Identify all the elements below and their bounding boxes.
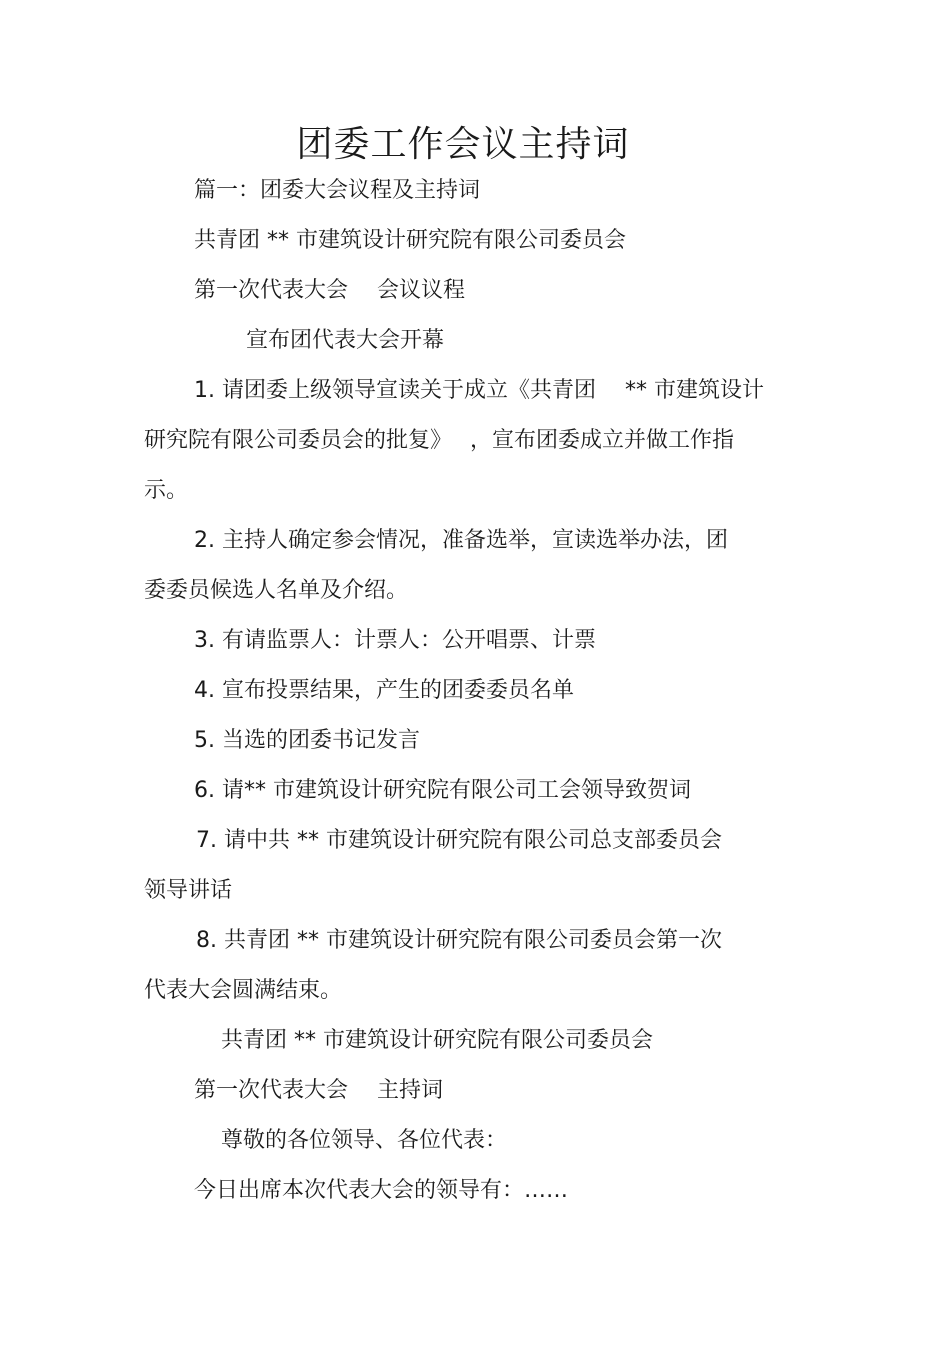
agenda-item-1-line-1: 1. 请团委上级领导宣读关于成立《共青团 ** 市建筑设计 — [194, 378, 764, 403]
agenda-item-7-line-1: 7. 请中共 ** 市建筑设计研究院有限公司总支部委员会 — [196, 828, 722, 853]
agenda-item-8-line-1: 8. 共青团 ** 市建筑设计研究院有限公司委员会第一次 — [196, 928, 722, 953]
agenda-heading: 第一次代表大会 会议议程 — [194, 278, 465, 303]
attendees-line: 今日出席本次代表大会的领导有：…… — [194, 1178, 569, 1203]
agenda-item-5: 5. 当选的团委书记发言 — [194, 728, 420, 753]
agenda-item-2-line-1: 2. 主持人确定参会情况，准备选举，宣读选举办法，团 — [194, 528, 728, 553]
greeting-line: 尊敬的各位领导、各位代表： — [221, 1128, 508, 1153]
host-script-heading: 第一次代表大会 主持词 — [194, 1078, 443, 1103]
document-title: 团委工作会议主持词 — [296, 124, 630, 165]
organization-line-2: 共青团 ** 市建筑设计研究院有限公司委员会 — [221, 1028, 653, 1053]
organization-line: 共青团 ** 市建筑设计研究院有限公司委员会 — [194, 228, 626, 253]
agenda-item-1-line-2: 研究院有限公司委员会的批复》 ，宣布团委成立并做工作指 — [144, 428, 734, 453]
agenda-item-8-line-2: 代表大会圆满结束。 — [144, 978, 343, 1003]
agenda-item-2-line-2: 委委员候选人名单及介绍。 — [144, 578, 409, 603]
section-heading: 篇一：团委大会议程及主持词 — [194, 178, 481, 203]
agenda-item-3: 3. 有请监票人：计票人：公开唱票、计票 — [194, 628, 596, 653]
agenda-item-4: 4. 宣布投票结果，产生的团委委员名单 — [194, 678, 574, 703]
agenda-item-6: 6. 请** 市建筑设计研究院有限公司工会领导致贺词 — [194, 778, 691, 803]
agenda-opening: 宣布团代表大会开幕 — [246, 328, 445, 353]
agenda-item-7-line-2: 领导讲话 — [144, 878, 233, 903]
agenda-item-1-line-3: 示。 — [144, 478, 189, 503]
